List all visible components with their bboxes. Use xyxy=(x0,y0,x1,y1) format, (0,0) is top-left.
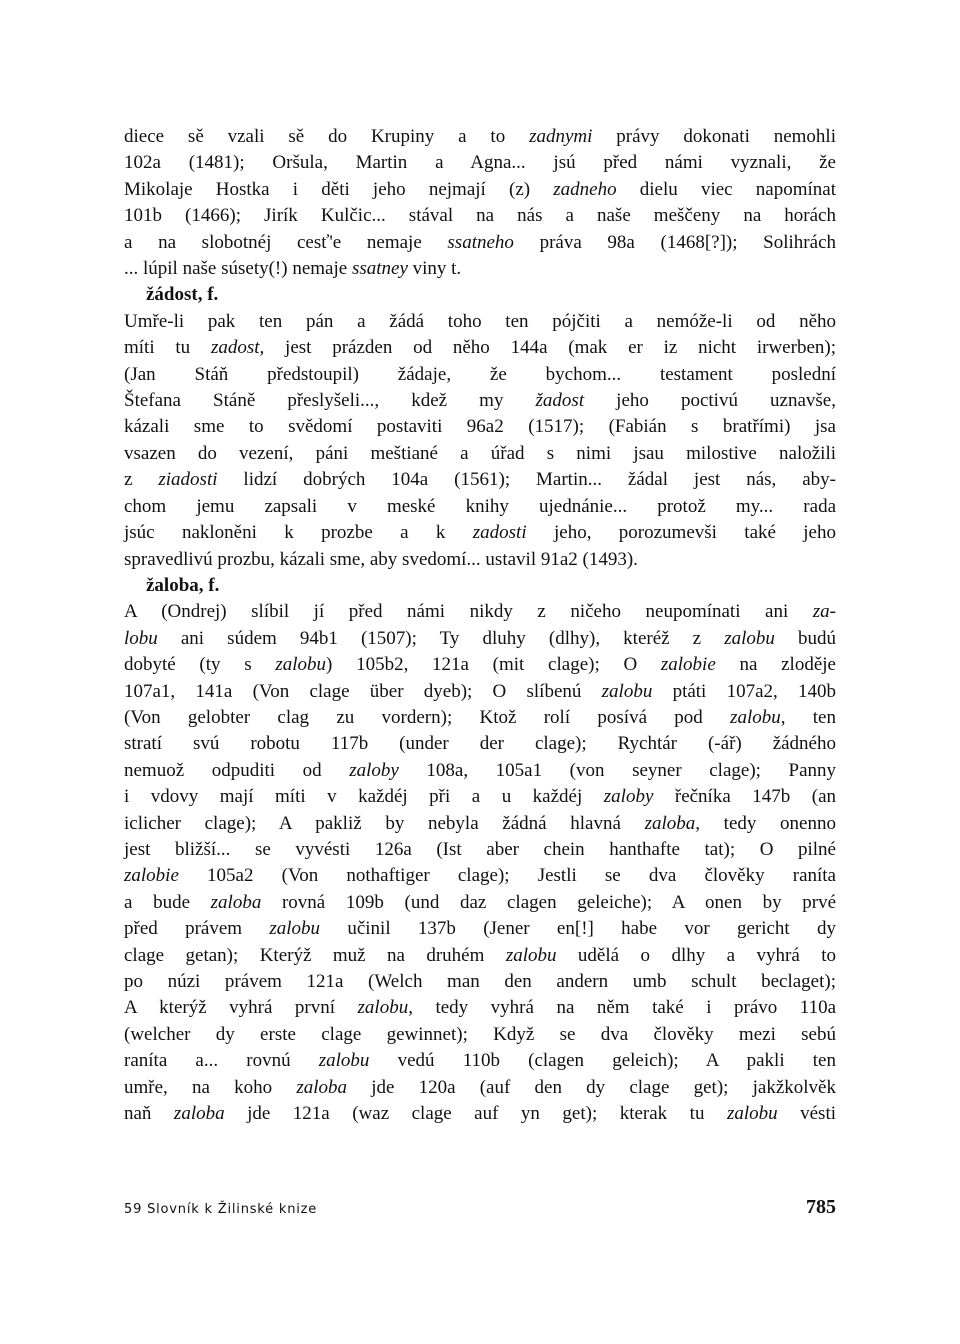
italic-form: zadnymi xyxy=(529,126,593,147)
italic-form: ssatney xyxy=(351,258,408,280)
italic-form: zalobu xyxy=(601,680,653,702)
text-line: lobu ani súdem 94b1 (1507); Ty dluhy (dlhy), kteréž z zalobu budú xyxy=(124,627,836,649)
text-line: A kterýž vyhrá první zalobu, tedy vyhrá na něm také i právo 110a xyxy=(124,997,837,1019)
italic-form: zaloba xyxy=(210,891,262,913)
text-line: jest bližší... se vyvésti 126a (Ist aber chein hanthafte tat); O pilné xyxy=(124,838,836,860)
italic-form: žadost xyxy=(535,390,585,412)
text-line: (Jan Stáň předstoupil) žádaje, že bychom... testament poslední xyxy=(124,363,836,385)
text-line: jsúc nakloněni k prozbe a k zadosti jeho, porozumevši také jeho xyxy=(124,522,836,544)
entry-zaloba xyxy=(124,599,836,1127)
entry-continuation xyxy=(124,124,836,282)
text-line: iclicher clage); A pakliž by nebyla žádná hlavná zaloba, tedy onenno xyxy=(124,812,836,834)
text-line: zalobie 105a2 (Von nothaftiger clage); Jestli se dva člověky raníta xyxy=(124,865,836,887)
text-line: míti tu zadost, jest prázden od něho 144a (mak er iz nicht irwerben); xyxy=(124,337,836,359)
text-line: stratí svú robotu 117b (under der clage); Rychtár (-ář) žádného xyxy=(124,733,836,755)
italic-form: zalobu, xyxy=(357,997,413,1019)
text-line: diece sě vzali sě do Krupiny a to zadnymi právy dokonati nemohli xyxy=(124,126,836,147)
text-line: chom jemu zapsali v meské knihy ujednánie... protož my... rada xyxy=(124,495,836,517)
italic-form: zadosti xyxy=(472,522,527,544)
headword-zadost: žádost, f. xyxy=(146,284,219,306)
italic-form: zaloby xyxy=(603,786,654,808)
italic-form: zalobu, xyxy=(730,706,786,728)
text-line: naň zaloba jde 121a (waz clage auf yn get); kterak tu zalobu vésti xyxy=(124,1103,836,1125)
italic-form: ziadosti xyxy=(158,469,218,491)
italic-form: zalobu xyxy=(726,1103,778,1125)
text-line: z ziadosti lidzí dobrých 104a (1561); Martin... žádal jest nás, aby- xyxy=(124,469,836,491)
text-line: umře, na koho zaloba jde 120a (auf den dy clage get); jakžkolvěk xyxy=(124,1076,836,1098)
text-line: Štefana Stáně přeslyšeli..., kdež my žadost jeho poctivú uznavše, xyxy=(124,390,836,412)
text-line: nemuož odpuditi od zaloby 108a, 105a1 (von seyner clage); Panny xyxy=(124,759,837,781)
page-number: 785 xyxy=(806,1196,836,1218)
text-line: ... lúpil naše súsety(!) nemaje ssatney viny t. xyxy=(124,258,462,280)
italic-form: zalobie xyxy=(124,865,179,887)
italic-form: zalobu xyxy=(724,627,775,649)
text-line: spravedlivú prozbu, kázali sme, aby svedomí... ustavil 91a2 (1493). xyxy=(124,548,638,570)
text-line: 102a (1481); Oršula, Martin a Agna... jsú před námi vyznali, že xyxy=(124,152,836,174)
text-line: i vdovy mají míti v každéj při a u každéj zaloby řečníka 147b (an xyxy=(124,786,837,808)
entry-zadost xyxy=(124,309,836,573)
italic-form: za- xyxy=(812,601,836,623)
text-line: 101b (1466); Jirík Kulčic... stával na nás a naše meščeny na horách xyxy=(124,205,836,227)
text-line: a bude zaloba rovná 109b (und daz clagen geleiche); A onen by prvé xyxy=(124,891,836,913)
headword-zaloba: žaloba, f. xyxy=(146,574,220,596)
italic-form: lobu xyxy=(124,627,158,649)
italic-form: zaloba xyxy=(173,1103,225,1125)
text-line: (welcher dy erste clage gewinnet); Když se dva člověky mezi sebú xyxy=(124,1023,836,1045)
text-line: před právem zalobu učinil 137b (Jener en[!] habe vor gericht dy xyxy=(124,918,836,940)
italic-form: ssatneho xyxy=(447,231,514,253)
text-line: po núzi právem 121a (Welch man den andern umb schult beclaget); xyxy=(124,971,836,992)
italic-form: zaloba xyxy=(296,1076,347,1098)
italic-form: zalobu xyxy=(505,944,557,966)
page-body xyxy=(124,124,836,1127)
italic-form: zalobu xyxy=(318,1050,370,1072)
page-footer xyxy=(124,1196,836,1219)
text-line: 107a1, 141a (Von clage über dyeb); O slíbenú zalobu ptáti 107a2, 140b xyxy=(124,680,837,702)
text-line: kázali sme to svědomí postaviti 96a2 (1517); (Fabián s bratřími) jsa xyxy=(124,416,836,438)
text-line: Umře-li pak ten pán a žádá toho ten pójčiti a nemóže-li od něho xyxy=(124,310,836,332)
text-line: vsazen do vezení, páni meštiané a úřad s nimi jsau milostive naložili xyxy=(124,442,836,464)
italic-form: zalobie xyxy=(660,654,716,676)
text-line: (Von gelobter clag zu vordern); Ktož rolí posívá pod zalobu, ten xyxy=(124,706,836,728)
signature-mark: 59 Slovník k Žilinské knize xyxy=(124,1202,318,1217)
text-line: clage getan); Kterýž muž na druhém zalobu udělá o dlhy a vyhrá to xyxy=(124,944,836,966)
text-line: raníta a... rovnú zalobu vedú 110b (clagen geleich); A pakli ten xyxy=(124,1050,836,1072)
text-line: dobyté (ty s zalobu) 105b2, 121a (mit clage); O zalobie na zloděje xyxy=(124,654,836,676)
italic-form: zaloba, xyxy=(644,812,701,834)
italic-form: zalobu xyxy=(275,654,327,676)
text-line: a na slobotnéj cesť'e nemaje ssatneho práva 98a (1468[?]); Solihrách xyxy=(124,231,836,253)
text-line: Mikolaje Hostka i děti jeho nejmají (z) zadneho dielu viec napomínat xyxy=(124,178,836,200)
italic-form: zalobu xyxy=(269,918,321,940)
italic-form: zadneho xyxy=(553,178,617,200)
text-line: A (Ondrej) slíbil jí před námi nikdy z ničeho neupomínati ani za- xyxy=(124,601,836,623)
italic-form: zadost, xyxy=(210,337,265,359)
italic-form: zaloby xyxy=(349,759,399,781)
